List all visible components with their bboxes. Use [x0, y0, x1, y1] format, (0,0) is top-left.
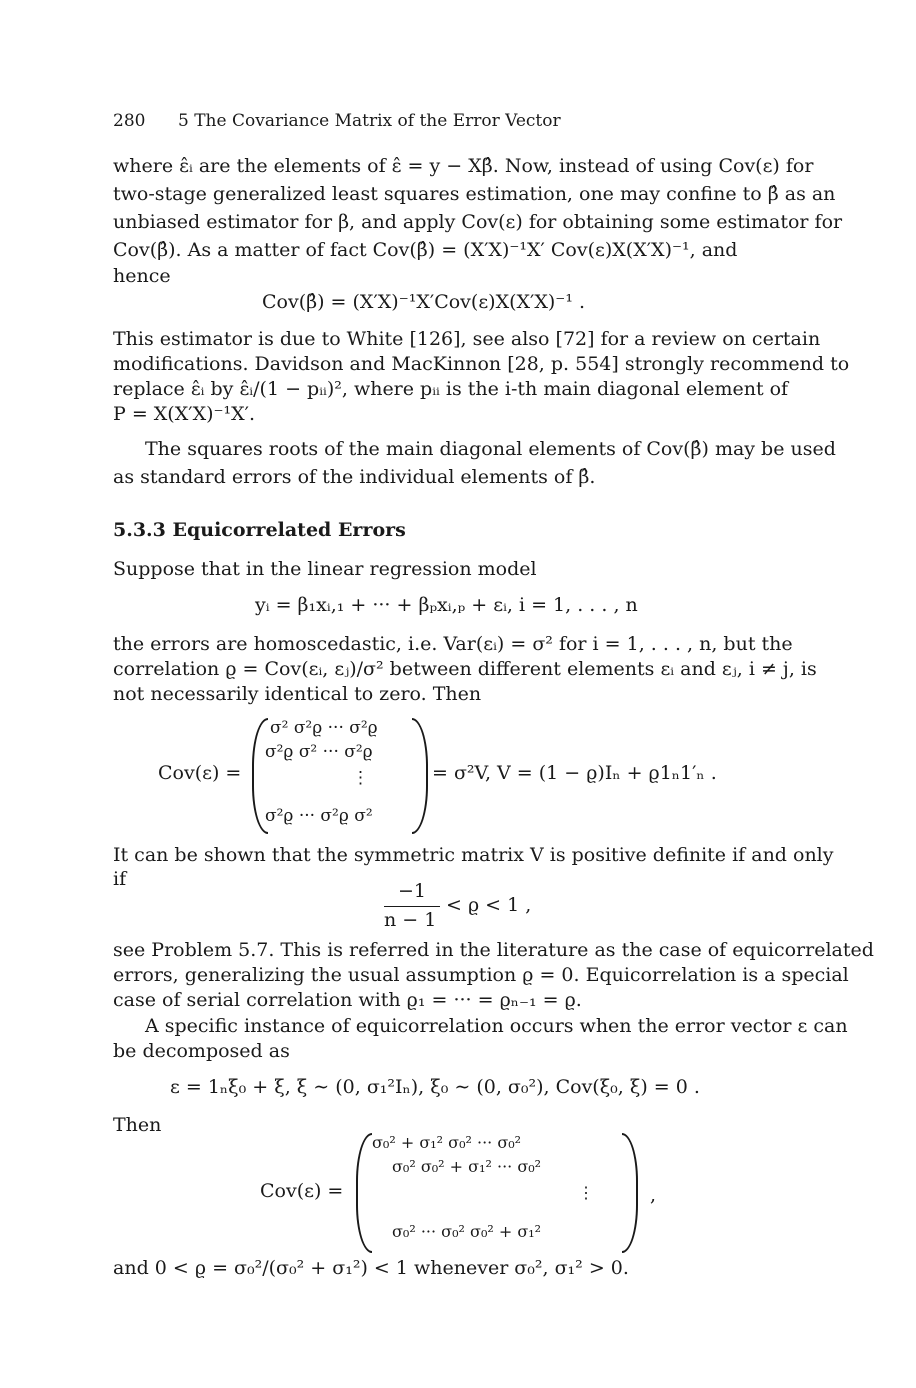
matrix-row: σ₀² σ₀² + σ₁² ··· σ₀² [392, 1157, 542, 1176]
text-line: It can be shown that the symmetric matrix V is positive definite if and only [113, 844, 834, 866]
text-line: correlation ϱ = Cov(εᵢ, εⱼ)/σ² between different elements εᵢ and εⱼ, i ≠ j, is [113, 658, 817, 680]
text-line: The squares roots of the main diagonal elements of Cov(β̂) may be used [145, 438, 836, 460]
matrix-row: σ₀² ··· σ₀² σ₀² + σ₁² [392, 1222, 542, 1241]
text-line: This estimator is due to White [126], see also [72] for a review on certain [113, 328, 821, 350]
text-line: P = X(X′X)⁻¹X′. [113, 403, 256, 425]
section-heading: 5.3.3 Equicorrelated Errors [113, 519, 406, 541]
equation-decomposition: ε = 1ₙξ₀ + ξ, ξ ∼ (0, σ₁²Iₙ), ξ₀ ∼ (0, σ₀²), Cov(ξ₀, ξ) = 0 . [170, 1076, 700, 1098]
fraction-bar [384, 906, 440, 907]
left-paren [356, 1133, 372, 1253]
text-line: Cov(β̂). As a matter of fact Cov(β̂) = (X′X)⁻¹X′ Cov(ε)X(X′X)⁻¹, and [113, 239, 738, 261]
matrix-lhs: Cov(ε) = [260, 1180, 344, 1202]
equation-regression-model: yᵢ = β₁xᵢ,₁ + ··· + βₚxᵢ,ₚ + εᵢ, i = 1, . . . , n [255, 594, 638, 616]
matrix-lhs: Cov(ε) = [158, 762, 242, 784]
text-line: if [113, 868, 127, 890]
matrix-row: ⋮ [578, 1183, 594, 1202]
text-line: see Problem 5.7. This is referred in the literature as the case of equicorrelated [113, 939, 874, 961]
running-title: 5 The Covariance Matrix of the Error Vector [178, 111, 561, 131]
fraction-numerator: −1 [398, 880, 427, 902]
text-line: where ε̂ᵢ are the elements of ε̂ = y − Xβ̂. Now, instead of using Cov(ε) for [113, 155, 814, 177]
text-line: as standard errors of the individual elements of β̂. [113, 466, 596, 488]
inequality-rest: < ϱ < 1 , [446, 894, 532, 916]
text-line: errors, generalizing the usual assumption ϱ = 0. Equicorrelation is a special [113, 964, 849, 986]
matrix-row: ⋮ [352, 768, 369, 788]
right-paren [412, 718, 428, 834]
text-line: modifications. Davidson and MacKinnon [28, p. 554] strongly recommend to [113, 353, 850, 375]
text-line: A specific instance of equicorrelation occurs when the error vector ε can [145, 1015, 848, 1037]
text-line: Then [113, 1114, 162, 1136]
text-line: replace ε̂ᵢ by ε̂ᵢ/(1 − pᵢᵢ)², where pᵢᵢ is the i-th main diagonal element of [113, 378, 789, 400]
equation-cov-beta: Cov(β̂) = (X′X)⁻¹X′Cov(ε)X(X′X)⁻¹ . [262, 291, 586, 313]
text-line: two-stage generalized least squares estimation, one may confine to β̂ as an [113, 183, 836, 205]
text-line: case of serial correlation with ϱ₁ = ··· = ϱₙ₋₁ = ϱ. [113, 989, 582, 1011]
matrix-row: σ₀² + σ₁² σ₀² ··· σ₀² [372, 1133, 522, 1152]
text-line: Suppose that in the linear regression model [113, 558, 537, 580]
text-line: the errors are homoscedastic, i.e. Var(εᵢ) = σ² for i = 1, . . . , n, but the [113, 633, 793, 655]
matrix-rhs: = σ²V, V = (1 − ϱ)Iₙ + ϱ1ₙ1′ₙ . [432, 762, 717, 784]
page-number: 280 [113, 111, 146, 131]
matrix-rhs: , [650, 1184, 657, 1206]
matrix-row: σ²ϱ ··· σ²ϱ σ² [265, 806, 373, 826]
text-line: and 0 < ϱ = σ₀²/(σ₀² + σ₁²) < 1 whenever σ₀², σ₁² > 0. [113, 1257, 629, 1279]
text-line: hence [113, 265, 171, 287]
right-paren [622, 1133, 638, 1253]
matrix-row: σ²ϱ σ² ··· σ²ϱ [265, 742, 373, 762]
matrix-row: σ² σ²ϱ ··· σ²ϱ [270, 718, 378, 738]
fraction-denominator: n − 1 [384, 909, 437, 931]
text-line: be decomposed as [113, 1040, 290, 1062]
text-line: not necessarily identical to zero. Then [113, 683, 482, 705]
text-line: unbiased estimator for β, and apply Cov(ε) for obtaining some estimator for [113, 211, 843, 233]
